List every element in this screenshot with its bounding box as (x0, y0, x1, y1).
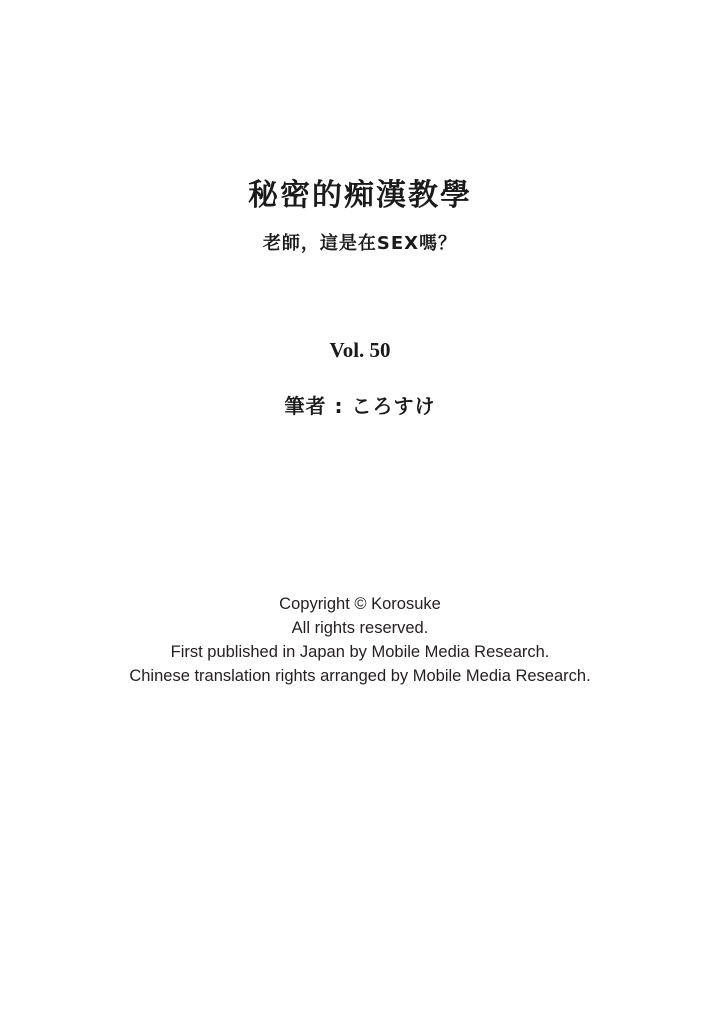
copyright-line: All rights reserved. (291, 619, 429, 637)
page-title: 秘密的痴漢教學 (248, 178, 472, 213)
title-block (0, 178, 720, 255)
author-label: 筆者 : ころすけ (284, 394, 436, 418)
copyright-line: First published in Japan by Mobile Media Research. (170, 643, 550, 661)
page-subtitle: 老師，這是在SEX嗎？ (262, 233, 458, 254)
copyright-line: Copyright © Korosuke (279, 595, 441, 613)
copyright-block (0, 592, 720, 688)
copyright-line: Chinese translation rights arranged by Mobile Media Research. (129, 667, 591, 685)
volume-label: Vol. 50 (329, 338, 391, 362)
